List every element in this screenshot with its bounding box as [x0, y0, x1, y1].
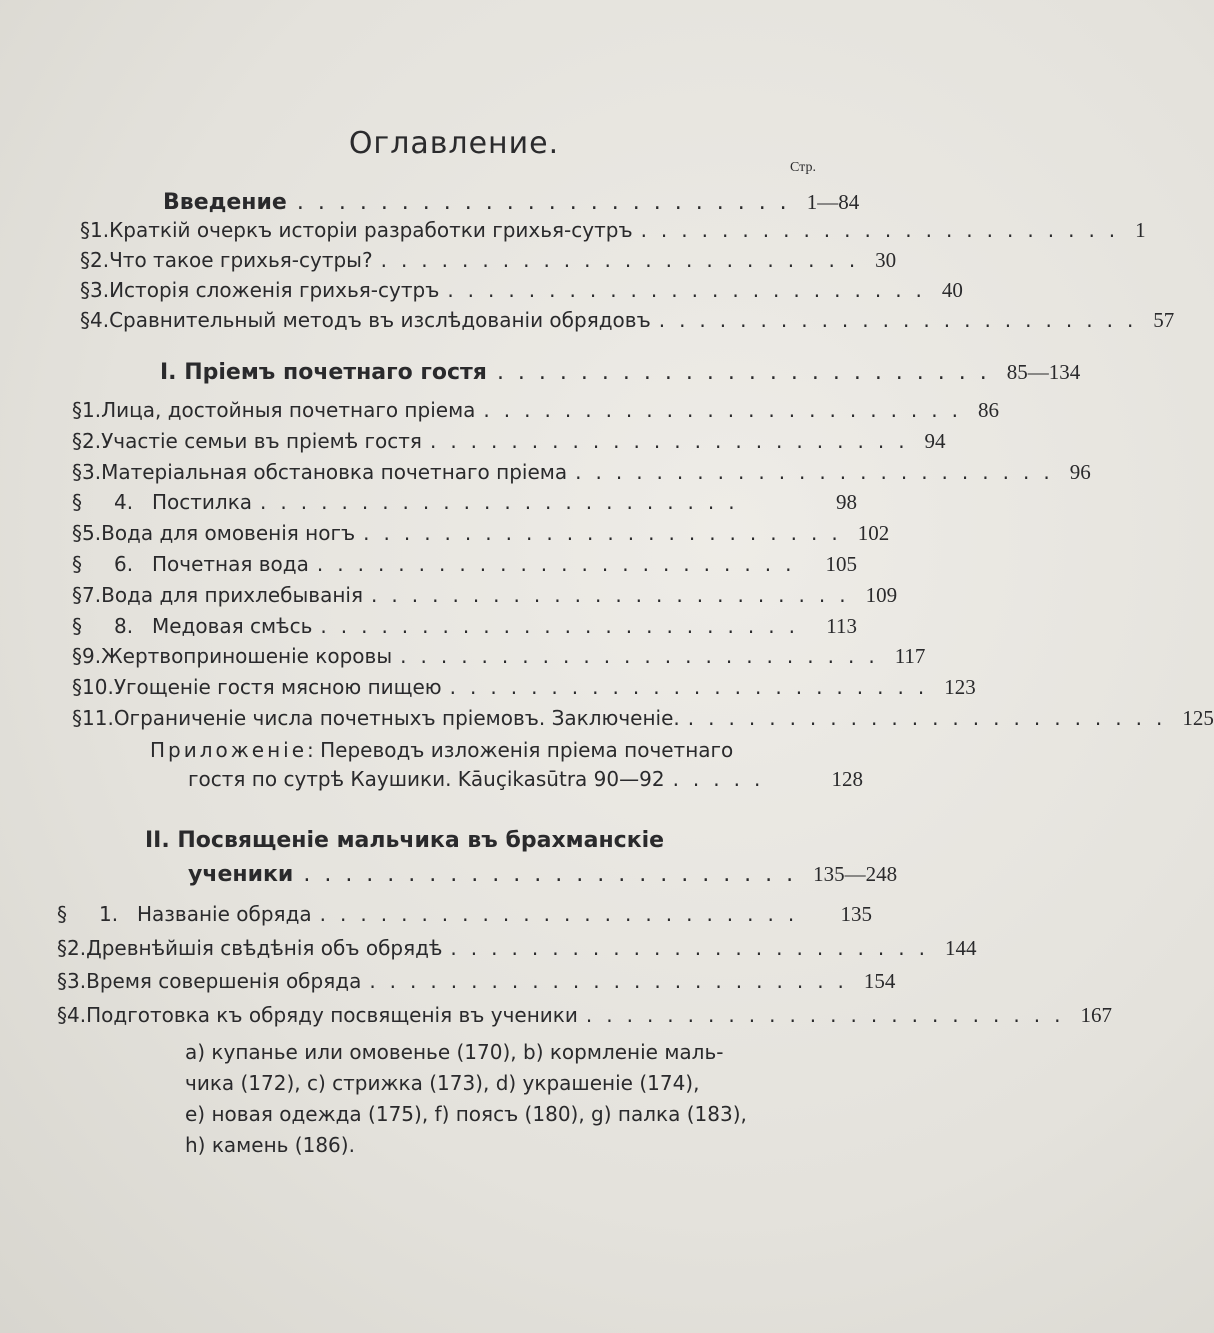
entry-page: 144 [944, 935, 977, 960]
chapter-2-heading-line-2 [188, 862, 898, 887]
entry-title: Подготовка къ обряду посвященія въ ученики [86, 1002, 578, 1027]
entry-title: Ограниченіе числа почетныхъ пріемовъ. Заключеніе. [113, 706, 680, 730]
leader-dots: ........................ [400, 644, 889, 669]
leader-dots: ........................ [687, 706, 1177, 730]
leader-dots: ........................ [447, 278, 936, 302]
section-sign: § [72, 398, 82, 422]
chapter-2-pages: 135—248 [813, 862, 898, 886]
entry-title: Почетная вода [152, 552, 309, 576]
entry-number: 5. [82, 521, 102, 546]
section-sign: § [80, 218, 90, 242]
toc-entry [80, 278, 963, 303]
entry-page: 123 [944, 675, 976, 700]
entry-number: 1. [82, 398, 102, 422]
entry-page: 40 [941, 278, 963, 302]
toc-entry [72, 490, 857, 515]
entry-page: 105 [825, 552, 857, 576]
intro-heading [163, 190, 860, 215]
section-sign: § [72, 459, 82, 484]
entry-title: Сравнительный методъ въ изслѣдованіи обрядовъ [109, 308, 651, 332]
entry-number: 1. [99, 902, 119, 926]
entry-page: 96 [1069, 459, 1091, 484]
intro-pages: 1—84 [806, 190, 860, 214]
entry-page: 102 [857, 521, 890, 546]
section-sign: § [57, 1002, 67, 1027]
sub-item-line: h) камень (186). [185, 1133, 355, 1157]
section-sign: § [72, 428, 82, 453]
section-sign: § [57, 969, 67, 993]
leader-dots: ........................ [640, 218, 1130, 242]
entry-page: 1 [1135, 218, 1146, 242]
toc-entry [72, 614, 857, 639]
pages-label: Стр. [790, 160, 816, 175]
entry-title: Лица, достойныя почетнаго пріема [101, 398, 476, 422]
leader-dots: ..... [672, 767, 775, 791]
leader-dots: ........................ [316, 552, 806, 576]
toc-entry [72, 459, 1091, 485]
leader-dots: ........................ [303, 862, 808, 887]
toc-entry [72, 552, 857, 577]
entry-title: Вода для прихлебыванія [101, 582, 364, 607]
entry-title: Постилка [152, 490, 253, 515]
entry-title: Угощеніе гостя мясною пищею [113, 675, 442, 700]
appendix-label: Приложеніе [150, 738, 308, 762]
toc-entry [80, 248, 897, 273]
chapter-2-heading-line-1 [145, 828, 664, 853]
entry-page: 167 [1080, 1002, 1112, 1027]
entry-number: 2. [67, 935, 87, 960]
entry-number: 2. [90, 248, 110, 272]
entry-page: 94 [924, 428, 946, 453]
appendix-page: 128 [831, 767, 863, 791]
entry-page: 98 [836, 490, 857, 515]
chapter-1-pages: 85—134 [1006, 360, 1081, 384]
leader-dots: ........................ [449, 675, 939, 700]
toc-entry [72, 521, 890, 546]
section-sign: § [72, 521, 82, 546]
leader-dots: ........................ [496, 360, 1001, 385]
chapter-2-label-2: ученики [188, 862, 294, 887]
entry-title: Исторія сложенія грихья-сутръ [109, 278, 440, 302]
section-sign: § [80, 248, 90, 272]
entry-title: Матеріальная обстановка почетнаго пріема [101, 459, 568, 484]
toc-entry [72, 675, 976, 700]
page-title: Оглавление. [348, 126, 560, 161]
leader-dots: ........................ [369, 969, 858, 993]
entry-title: Участіе семьи въ пріемѣ гостя [101, 428, 422, 453]
toc-entry [80, 308, 1175, 333]
leader-dots: ........................ [450, 935, 939, 960]
entry-title: Что такое грихья-сутры? [109, 248, 373, 272]
entry-title: Время совершенія обряда [86, 969, 362, 993]
entry-number: 7. [82, 582, 102, 607]
section-sign: § [72, 613, 82, 638]
entry-number: 6. [114, 552, 134, 576]
entry-page: 117 [894, 644, 926, 669]
leader-dots: ........................ [371, 582, 860, 607]
entry-title: Названіе обряда [137, 902, 312, 926]
toc-entry [72, 582, 898, 608]
entry-page: 57 [1153, 308, 1175, 332]
entry-page: 125 [1182, 706, 1214, 730]
leader-dots: ........................ [320, 613, 809, 638]
leader-dots: ........................ [296, 190, 801, 215]
toc-entry [57, 935, 977, 961]
entry-number: 2. [82, 428, 102, 453]
leader-dots: ........................ [658, 308, 1148, 332]
toc-entry [57, 902, 872, 927]
section-sign: § [72, 706, 82, 730]
section-sign: § [80, 308, 90, 332]
entry-number: 3. [67, 969, 87, 993]
toc-entry [57, 969, 896, 994]
section-sign: § [80, 278, 90, 302]
sub-item-line: чика (172), c) стрижка (173), d) украшеніе (174), [185, 1071, 700, 1095]
entry-page: 109 [865, 582, 898, 607]
entry-page: 86 [978, 398, 999, 422]
entry-page: 154 [863, 969, 896, 993]
toc-entry [72, 428, 946, 454]
sub-item-line: e) новая одежда (175), f) поясъ (180), g) палка (183), [185, 1102, 747, 1126]
toc-entry [72, 398, 999, 423]
entry-number: 8. [114, 613, 134, 638]
entry-number: 4. [67, 1002, 87, 1027]
section-sign: § [72, 582, 82, 607]
sub-item-line: a) купанье или омовенье (170), b) кормленіе маль- [185, 1040, 724, 1064]
section-sign: § [72, 675, 82, 700]
entry-number: 4. [114, 490, 134, 515]
section-sign: § [57, 935, 67, 960]
section-sign: § [72, 490, 82, 515]
intro-label: Введение [163, 190, 287, 215]
chapter-2-label-1: II. Посвященіе мальчика въ брахманскіе [145, 828, 665, 853]
appendix-line-2 [188, 767, 863, 792]
leader-dots: ........................ [260, 490, 749, 515]
entry-title: Жертвоприношеніе коровы [101, 644, 393, 669]
toc-entry [80, 218, 1146, 243]
entry-number: 9. [82, 644, 102, 669]
toc-entry [72, 644, 926, 669]
leader-dots: ........................ [429, 428, 919, 453]
entry-number: 1. [90, 218, 110, 242]
entry-number: 10. [82, 675, 114, 700]
section-sign: § [72, 644, 82, 669]
entry-page: 113 [826, 613, 857, 638]
appendix-text-2: гостя по сутрѣ Каушики. Kāuçikasūtra 90—92 [188, 767, 665, 791]
entry-title: Древнѣйшія свѣдѣнія объ обрядѣ [86, 935, 443, 960]
entry-title: Медовая смѣсь [152, 613, 313, 638]
entry-number: 3. [82, 459, 102, 484]
toc-entry [57, 1002, 1112, 1028]
chapter-1-label: I. Пріемъ почетнаго гостя [160, 360, 487, 385]
appendix-text-1: : Переводъ изложенія пріема почетнаго [307, 738, 734, 762]
entry-title: Вода для омовенія ногъ [101, 521, 356, 546]
entry-page: 135 [840, 902, 872, 926]
chapter-1-heading [160, 360, 1081, 385]
appendix-line-1 [150, 738, 733, 762]
section-sign: § [72, 552, 82, 576]
toc-entry [72, 706, 1214, 731]
entry-page: 30 [875, 248, 897, 272]
entry-number: 4. [90, 308, 110, 332]
entry-number: 11. [82, 706, 114, 730]
leader-dots: ........................ [483, 398, 972, 422]
leader-dots: ........................ [575, 459, 1064, 484]
leader-dots: ........................ [585, 1002, 1075, 1027]
entry-number: 3. [90, 278, 110, 302]
entry-title: Краткій очеркъ исторіи разработки грихья-сутръ [109, 218, 633, 242]
leader-dots: ........................ [319, 902, 809, 926]
leader-dots: ........................ [380, 248, 870, 272]
leader-dots: ........................ [363, 521, 852, 546]
section-sign: § [57, 902, 67, 926]
